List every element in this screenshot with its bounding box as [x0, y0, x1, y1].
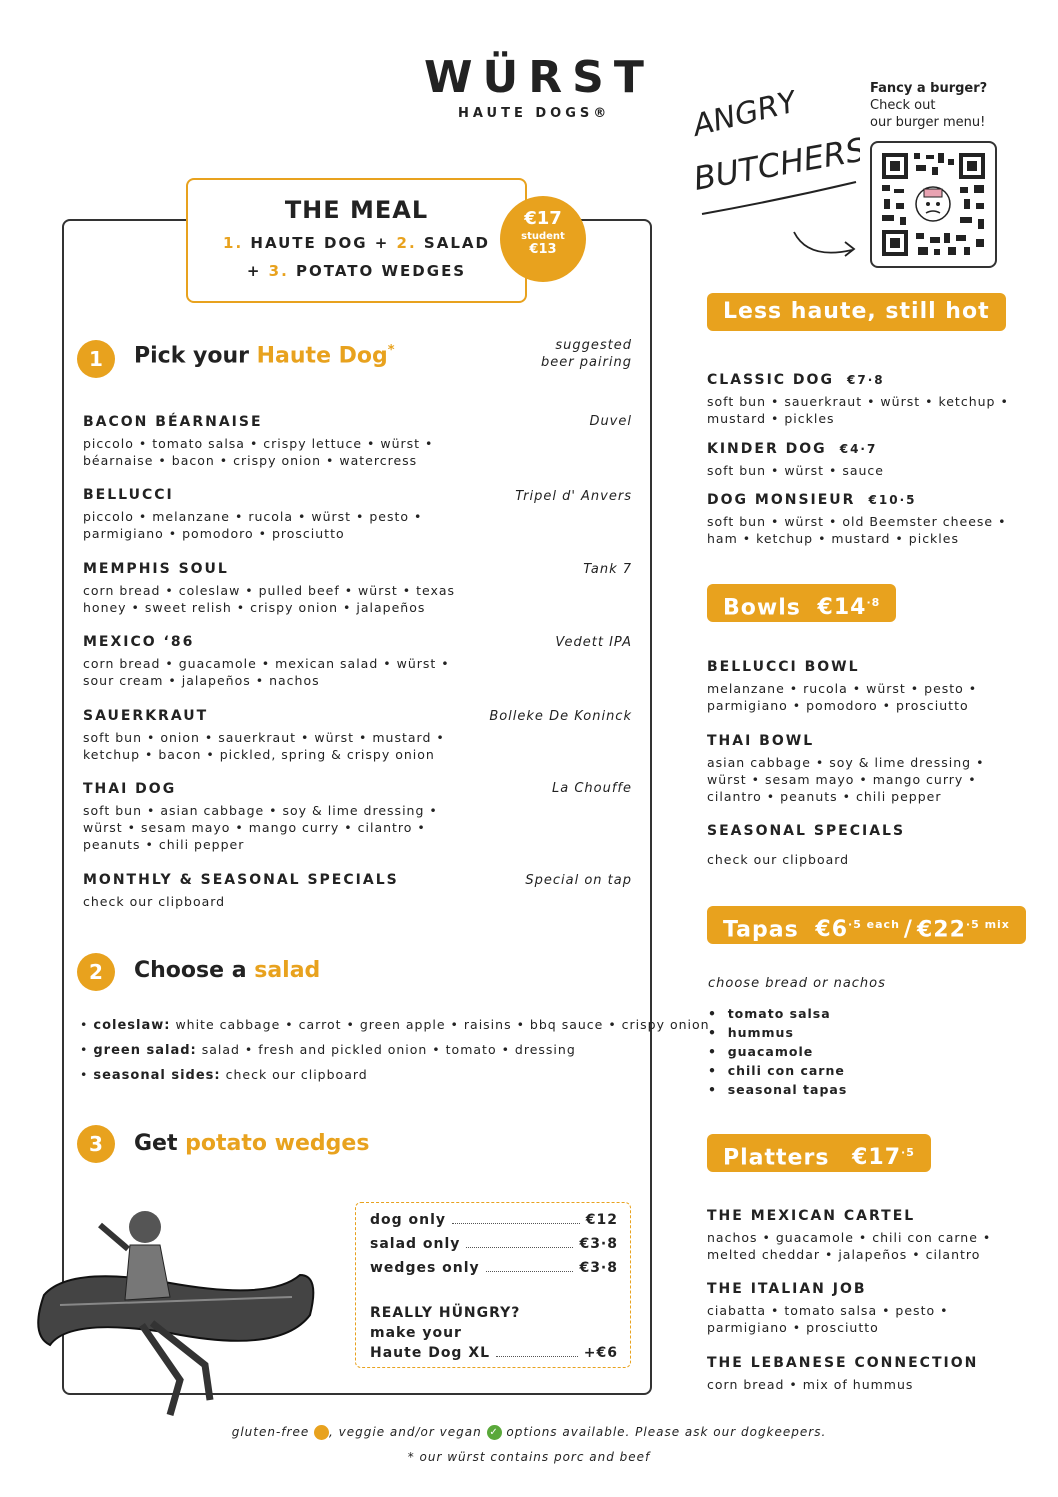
bowl-item: SEASONAL SPECIALS check our clipboard: [707, 823, 906, 867]
svg-text:BUTCHERS: BUTCHERS: [690, 130, 860, 198]
single-prices-box: [355, 1202, 631, 1368]
beer-pairing: Duvel: [589, 414, 632, 429]
beer-pairing: La Chouffe: [551, 781, 632, 796]
salad-item: • coleslaw: white cabbage • carrot • green apple • raisins • bbq sauce • crispy onion: [80, 1017, 710, 1033]
dietary-note: gluten-free , veggie and/or vegan ✓ options available. Please ask our dogkeepers.: [231, 1425, 827, 1439]
dog-item: BELLUCCI piccolo • melanzane • rucola • würst • pesto • parmigiano • pomodoro • prosciutto: [83, 487, 423, 541]
beer-pairing-heading: suggested beer pairing: [540, 338, 632, 370]
beer-pairing: Tank 7: [583, 562, 632, 577]
tapas-item: • chili con carne: [708, 1063, 845, 1078]
dog-item: MEXICO ‘86 corn bread • guacamole • mexican salad • würst • sour cream • jalapeños • nachos: [83, 634, 450, 688]
bowls-heading: Bowls $€14^{\cdot 8}$: [707, 584, 896, 622]
step-2-title: Choose a salad: [134, 958, 321, 983]
platter-item: THE LEBANESE CONNECTION corn bread • mix of hummus: [707, 1355, 979, 1392]
tapas-item: • seasonal tapas: [708, 1082, 848, 1097]
beer-pairing: Vedett IPA: [555, 635, 632, 650]
less-haute-item: DOG MONSIEUR €10·5 soft bun • würst • old Beemster cheese • ham • ketchup • mustard • pickles: [707, 492, 1007, 546]
step-2-badge: 2: [77, 953, 115, 991]
tapas-list: [708, 1004, 847, 1099]
burger-note: Fancy a burger? Check out our burger menu!: [870, 81, 988, 130]
meal-line-1: 1. HAUTE DOG + 2. SALAD: [223, 234, 490, 252]
salad-item: • green salad: salad • fresh and pickled onion • tomato • dressing: [80, 1042, 576, 1058]
meat-note: * our würst contains porc and beef: [407, 1450, 651, 1464]
tapas-item: • hummus: [708, 1025, 794, 1040]
burger-menu-qr-code[interactable]: [870, 141, 997, 268]
meal-box: [186, 178, 527, 303]
pinup-sausage-illustration: [30, 1205, 320, 1425]
less-haute-item: CLASSIC DOG €7·8 soft bun • sauerkraut • würst • ketchup • mustard • pickles: [707, 372, 1009, 426]
beer-pairing: Special on tap: [525, 873, 632, 888]
step-3-title: Get potato wedges: [134, 1131, 370, 1156]
beer-pairing: Bolleke De Koninck: [489, 709, 632, 724]
bowl-item: THAI BOWL asian cabbage • soy & lime dressing • würst • sesam mayo • mango curry • cilantro • peanuts • chili pepper: [707, 733, 985, 804]
less-haute-heading: Less haute, still hot: [707, 293, 1006, 331]
xl-upgrade: REALLY HÜNGRY? make your Haute Dog XL +€6: [370, 1305, 618, 1361]
meal-line-2: + 3. POTATO WEDGES: [246, 262, 467, 280]
price-row: dog only €12: [370, 1212, 618, 1228]
vegan-icon: ✓: [487, 1425, 502, 1440]
tapas-heading: Tapas $€6^{\cdot 5 each}$ / $€22^{\cdot 5 mix}$: [707, 906, 1026, 944]
dog-item: THAI DOG soft bun • asian cabbage • soy & lime dressing • würst • sesam mayo • mango curry • cilantro • peanuts • chili pepper: [83, 781, 438, 852]
step-1-badge: 1: [77, 340, 115, 378]
price-row: wedges only €3·8: [370, 1260, 618, 1276]
gluten-free-icon: [314, 1425, 329, 1440]
arrow-to-qr-icon: [790, 228, 865, 267]
platter-item: THE ITALIAN JOB ciabatta • tomato salsa • pesto • parmigiano • prosciutto: [707, 1281, 949, 1335]
step-1-title: Pick your Haute Dog*: [134, 343, 395, 369]
meal-price-badge: €17 student €13: [500, 196, 586, 282]
brand-subtitle: HAUTE DOGS®: [458, 106, 611, 121]
tapas-item: • tomato salsa: [708, 1006, 831, 1021]
meal-title: THE MEAL: [284, 196, 429, 224]
beer-pairing: Tripel d' Anvers: [515, 489, 632, 504]
brand-title: WÜRST: [424, 52, 654, 103]
dog-item: BACON BÉARNAISE piccolo • tomato salsa • crispy lettuce • würst • béarnaise • bacon • crispy onion • watercress: [83, 414, 434, 468]
price-row: salad only €3·8: [370, 1236, 618, 1252]
dog-item: MEMPHIS SOUL corn bread • coleslaw • pulled beef • würst • texas honey • sweet relish • crispy onion • jalapeños: [83, 561, 456, 615]
dog-item: SAUERKRAUT soft bun • onion • sauerkraut • würst • mustard • ketchup • bacon • pickled, spring & crispy onion: [83, 708, 445, 762]
platters-heading: Platters $€17^{\cdot 5}$: [707, 1134, 931, 1172]
tapas-item: • guacamole: [708, 1044, 814, 1059]
platter-item: THE MEXICAN CARTEL nachos • guacamole • chili con carne • melted cheddar • jalapeños • cilantro: [707, 1208, 992, 1262]
tapas-intro: choose bread or nachos: [708, 976, 886, 991]
svg-text:ANGRY: ANGRY: [690, 90, 801, 144]
angry-butchers-logo: [690, 90, 860, 220]
less-haute-item: KINDER DOG €4·7 soft bun • würst • sauce: [707, 441, 884, 478]
step-3-badge: 3: [77, 1125, 115, 1163]
salad-item: • seasonal sides: check our clipboard: [80, 1067, 368, 1083]
bowl-item: BELLUCCI BOWL melanzane • rucola • würst • pesto • parmigiano • pomodoro • prosciutto: [707, 659, 978, 713]
dog-item: MONTHLY & SEASONAL SPECIALS check our clipboard: [83, 872, 399, 909]
